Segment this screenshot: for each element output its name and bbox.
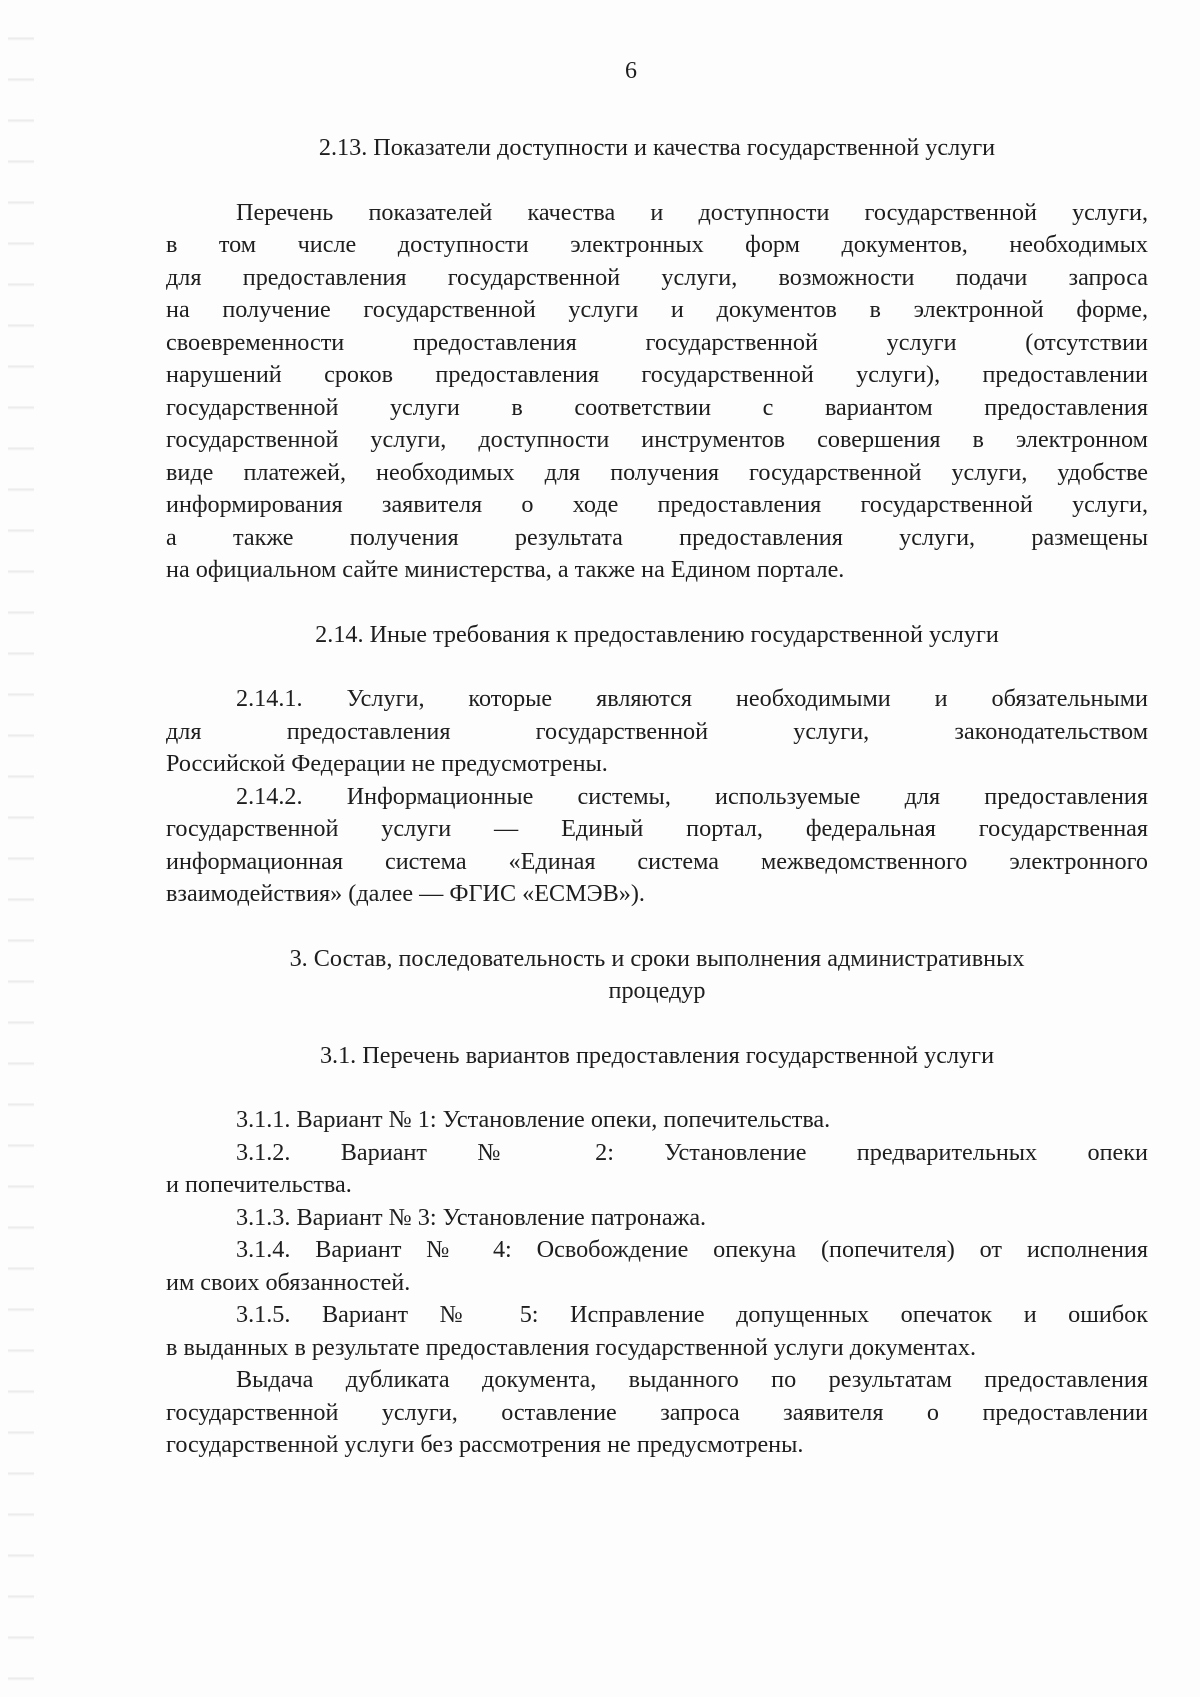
text-line: на официальном сайте министерства, а также на Едином портале. [166,556,845,583]
text-line: на получение государственной услуги и документов в электронной форме, [166,296,1148,323]
text-line: в том числе доступности электронных форм документов, необходимых [166,231,1148,258]
scan-edge-artifact [8,0,34,1697]
paragraph-2-13 [166,197,1148,587]
section-heading-2-13: 2.13. Показатели доступности и качества государственной услуги [318,134,996,161]
section-heading-3-1: 3.1. Перечень вариантов предоставления государственной услуги [319,1041,995,1069]
text-line: государственной услуги — Единый портал, федеральная государственная [166,815,1148,842]
text-line: взаимодействия» (далее — ФГИС «ЕСМЭВ»). [166,880,645,907]
text-line: государственной услуги, доступности инструментов совершения в электронном [166,426,1148,453]
paragraph-3-1-1 [166,1104,1148,1137]
paragraph-3-1-4 [166,1234,1148,1299]
text-line: информационная система «Единая система межведомственного электронного [166,847,1148,875]
text-line: для предоставления государственной услуги, возможности подачи запроса [166,263,1148,291]
heading-line: процедур [608,977,706,1004]
text-line: Выдача дубликата документа, выданного по результатам предоставления [236,1366,1148,1393]
document-body [166,132,1148,1462]
text-line: государственной услуги без рассмотрения не предусмотрены. [166,1431,804,1458]
text-line: 3.1.5. Вариант № 5: Исправление допущенных опечаток и ошибок [236,1301,1148,1328]
text-line: 3.1.3. Вариант № 3: Установление патронажа. [236,1203,707,1231]
paragraph-2-14-2 [166,781,1148,911]
text-line: государственной услуги в соответствии с вариантом предоставления [166,393,1148,421]
page-number: 6 [625,58,637,84]
text-line: информирования заявителя о ходе предоставления государственной услуги, [166,491,1148,518]
text-line: для предоставления государственной услуги, законодательством [166,717,1148,745]
text-line: 2.14.2. Информационные системы, используемые для предоставления [236,782,1148,810]
text-line: 2.14.1. Услуги, которые являются необходимыми и обязательными [236,685,1148,712]
text-line: нарушений сроков предоставления государственной услуги), предоставлении [166,361,1148,388]
paragraph-3-1-5 [166,1299,1148,1364]
paragraph-3-1-3 [166,1202,1148,1235]
heading-line: 3. Состав, последовательность и сроки выполнения административных [289,944,1025,972]
paragraph-3-1-2 [166,1137,1148,1202]
paragraph-duplicate-issuance [166,1364,1148,1462]
text-line: 3.1.2. Вариант № 2: Установление предварительных опеки [236,1138,1148,1166]
section-heading-2-14: 2.14. Иные требования к предоставлению государственной услуги [315,620,999,648]
text-line: своевременности предоставления государственной услуги (отсутствии [166,328,1148,356]
text-line: 3.1.4. Вариант № 4: Освобождение опекуна (попечителя) от исполнения [236,1236,1148,1263]
text-line: а также получения результата предоставления услуги, размещены [166,523,1148,551]
text-line: 3.1.1. Вариант № 1: Установление опеки, попечительства. [236,1106,831,1133]
text-line: виде платежей, необходимых для получения государственной услуги, удобстве [166,458,1148,486]
text-line: Перечень показателей качества и доступности государственной услуги, [236,198,1148,226]
text-line: в выданных в результате предоставления государственной услуги документах. [166,1333,977,1361]
text-line: государственной услуги, оставление запроса заявителя о предоставлении [166,1398,1148,1426]
section-heading-3 [166,943,1148,1008]
text-line: Российской Федерации не предусмотрены. [166,750,608,777]
text-line: им своих обязанностей. [166,1268,411,1296]
text-line: и попечительства. [166,1171,352,1198]
paragraph-2-14-1 [166,683,1148,781]
